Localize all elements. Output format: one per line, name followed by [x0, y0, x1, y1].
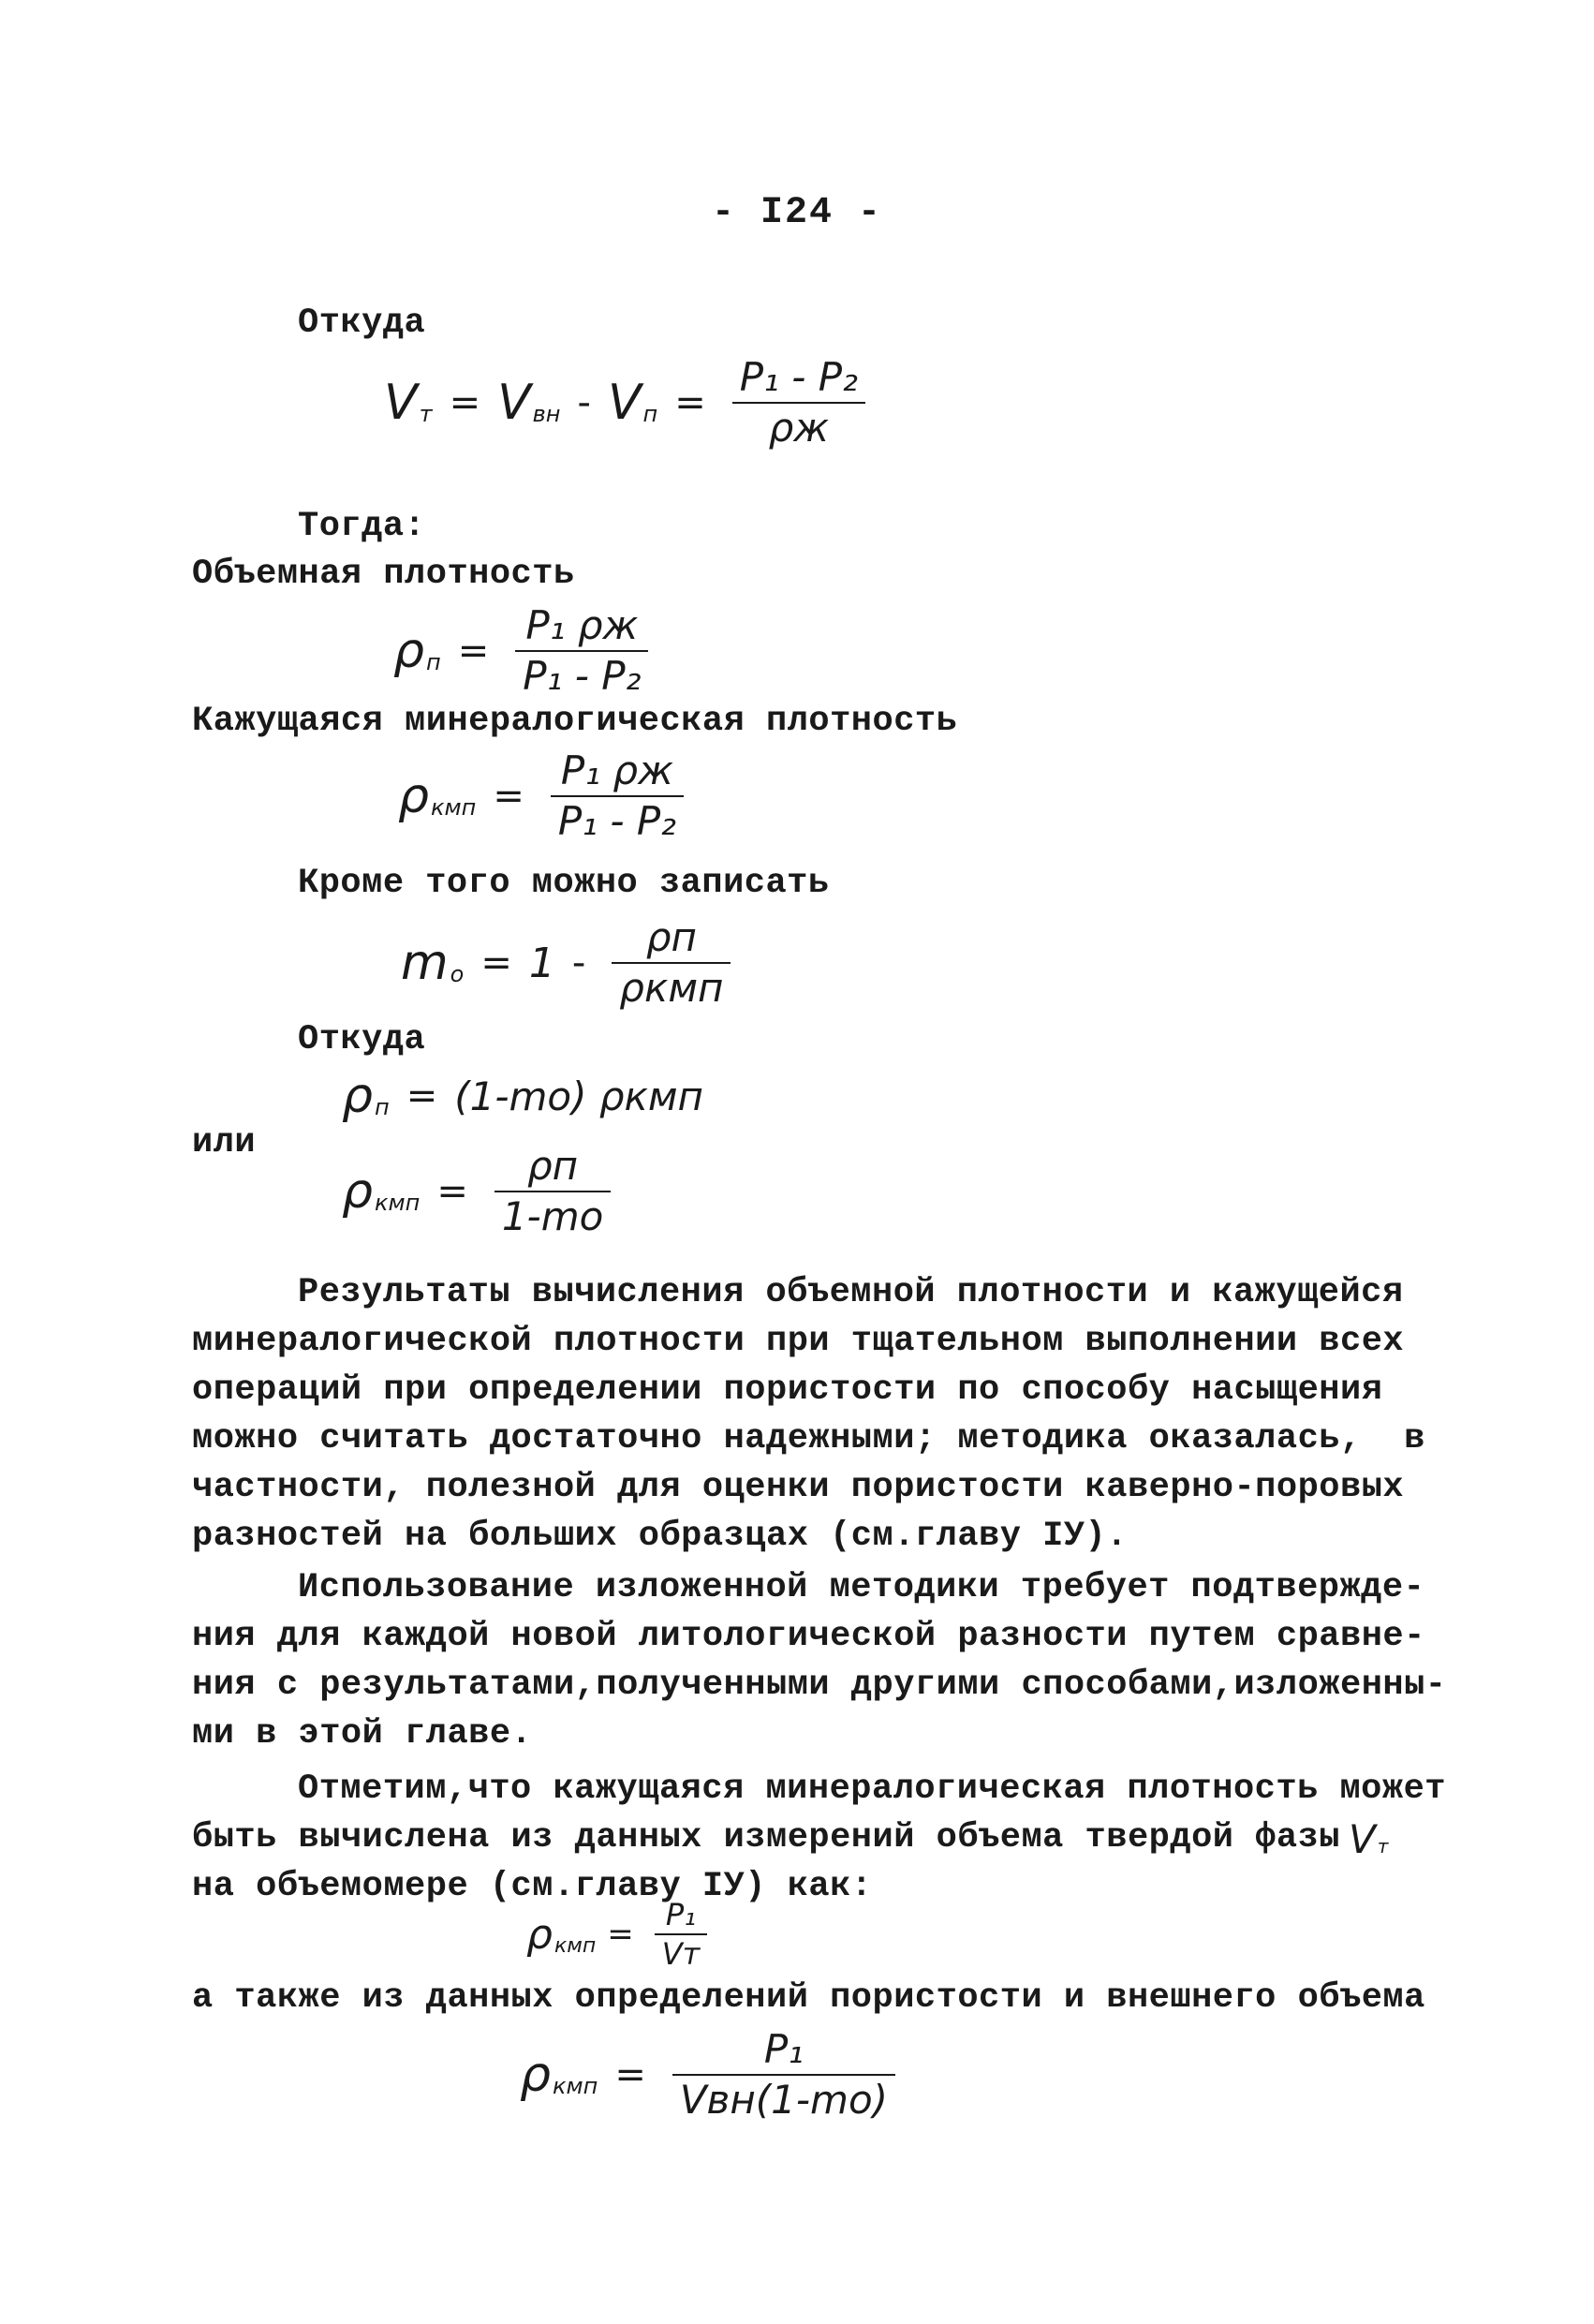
word-otkuda-2: Откуда — [298, 1020, 426, 1059]
para2-line3: ния с результатами,полученными другими способами,изложенны- — [192, 1665, 1447, 1705]
para1-line6: разностей на больших образцах (см.главу IУ). — [192, 1517, 1128, 1556]
page-number: - I24 - — [711, 192, 883, 234]
f1-denominator: ρж — [768, 405, 830, 451]
para1-line3: операций при определении пористости по способу насыщения — [192, 1370, 1383, 1410]
f4-fraction — [612, 913, 731, 1013]
f1-t1: V — [497, 375, 531, 431]
formula-porosity: m o = 1 - $\frac{\rho п}{\text{ρкмп}}$ — [401, 907, 740, 1019]
f1-t1-sub: вн — [532, 401, 561, 427]
para2-line2: ния для каждой новой литологической разности путем сравне- — [192, 1617, 1425, 1656]
f4-lhs: m — [401, 935, 449, 991]
f6-lhs: ρ — [342, 1163, 374, 1220]
f4-denominator: ρкмп — [619, 965, 724, 1011]
vt-inline-sym: V — [1349, 1815, 1376, 1862]
f7-fraction — [655, 1896, 708, 1973]
f1-lhs-sub: т — [419, 401, 433, 427]
f2-fraction — [515, 601, 648, 701]
f1-numerator: P₁ - P₂ — [739, 354, 858, 400]
f3-numerator: P₁ ρж — [560, 748, 673, 793]
f7-denominator: Vт — [661, 1936, 701, 1972]
para3-line2: быть вычислена из данных измерений объема твердой фазы — [192, 1818, 1340, 1858]
vt-inline-sub: т — [1377, 1835, 1389, 1858]
para1-line4: можно считать достаточно надежными; методика оказалась, в — [192, 1419, 1425, 1458]
f5-lhs: ρ — [342, 1068, 374, 1124]
f1-t2: V — [607, 375, 642, 431]
para3-line4: а также из данных определений пористости и внешнего объема — [192, 1978, 1425, 2018]
f8-lhs-sub: кмп — [553, 2073, 598, 2099]
f2-denominator: P₁ - P₂ — [523, 653, 642, 699]
f7-lhs: ρ — [526, 1910, 553, 1959]
f6-denominator: 1-mo — [501, 1193, 604, 1239]
para1-line2: минералогической плотности при тщательном выполнении всех — [192, 1322, 1405, 1361]
f7-lhs-sub: кмп — [553, 1933, 597, 1958]
formula-apparent-from-porosity: ρ кмп = $\frac{\rho п}{1-mo}$ — [342, 1135, 620, 1248]
formula-solid-volume: V т = V вн - V п = $\frac{\text{P₁ - P₂}}{\rho ж}$ — [384, 347, 875, 459]
f3-lhs-sub: кмп — [431, 794, 477, 821]
f8-denominator: Vвн(1-mo) — [679, 2077, 889, 2123]
f1-t2-sub: п — [642, 401, 658, 427]
para2-line4: ми в этой главе. — [192, 1714, 533, 1754]
f8-fraction — [672, 2025, 895, 2124]
f7-numerator: P₁ — [665, 1897, 697, 1932]
f2-lhs-sub: п — [426, 649, 441, 675]
f6-lhs-sub: кмп — [375, 1190, 421, 1216]
para2-line1: Использование изложенной методики требует подтвержде- — [298, 1568, 1425, 1607]
inline-vt — [1349, 1813, 1388, 1865]
para1-line5: частности, полезной для оценки пористости каверно-поровых — [192, 1468, 1405, 1507]
para3-line1: Отметим,что кажущаяся минералогическая плотность может — [298, 1769, 1446, 1809]
formula-apparent-from-volume: ρ кмп = $\frac{\text{P₁}}{Vт}$ — [526, 1892, 716, 1976]
f8-lhs: ρ — [520, 2047, 552, 2103]
heading-bulk-density: Объемная плотность — [192, 555, 575, 594]
f2-numerator: P₁ ρж — [525, 602, 639, 648]
formula-apparent-from-external-volume: ρ кмп = $\frac{\text{P₁}}{\text{Vвн(1-mo)}}$ — [520, 2014, 905, 2136]
para3-line3: на объемомере (см.главу IУ) как: — [192, 1867, 873, 1906]
formula-bulk-from-porosity: ρ п = (1-mo) ρкмп — [342, 1068, 704, 1124]
f1-lhs: V — [384, 375, 418, 431]
word-togda: Тогда: — [298, 507, 426, 546]
f6-numerator: ρп — [527, 1143, 579, 1189]
text-moreover: Кроме того можно записать — [298, 864, 830, 903]
f5-lhs-sub: п — [375, 1094, 390, 1120]
f3-denominator: P₁ - P₂ — [557, 798, 677, 844]
formula-bulk-density: ρ п = $\frac{\text{P₁ ρж}}{\text{P₁ - P₂}}$ — [393, 600, 657, 703]
formula-apparent-density: ρ кмп = $\frac{\text{P₁ ρж}}{\text{P₁ - P₂}}$ — [398, 745, 693, 848]
word-otkuda-1: Откуда — [298, 303, 426, 343]
word-ili: или — [192, 1123, 257, 1162]
f1-fraction — [732, 353, 865, 452]
f8-numerator: P₁ — [763, 2026, 804, 2072]
f2-lhs: ρ — [393, 623, 425, 679]
f4-numerator: ρп — [645, 914, 697, 960]
f5-rhs: (1-mo) ρкмп — [454, 1073, 704, 1119]
para1-line1: Результаты вычисления объемной плотности и кажущейся — [298, 1273, 1404, 1312]
f4-one: 1 — [528, 939, 555, 987]
heading-apparent-density: Кажущаяся минералогическая плотность — [192, 702, 958, 741]
f4-lhs-sub: o — [450, 961, 465, 987]
f6-fraction — [494, 1142, 612, 1241]
f3-fraction — [551, 747, 684, 846]
f3-lhs: ρ — [398, 768, 430, 824]
